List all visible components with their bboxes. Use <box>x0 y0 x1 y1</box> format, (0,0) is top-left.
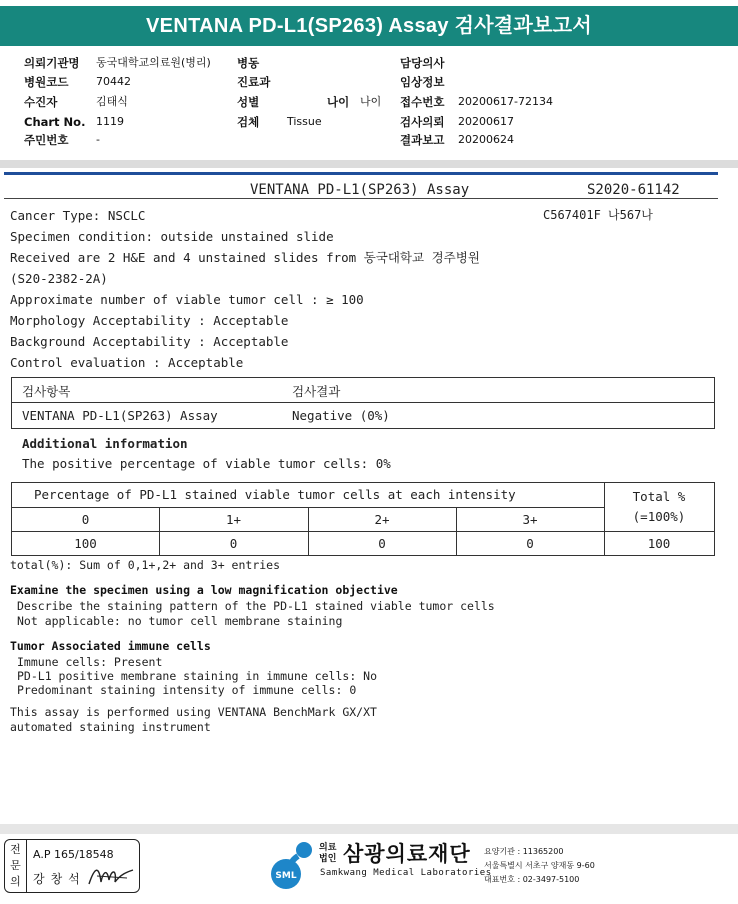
intensity-label: 3+ <box>522 512 538 527</box>
intensity-label: 1+ <box>225 512 242 527</box>
report-title-banner: VENTANA PD-L1(SP263) Assay 검사결과보고서 <box>0 6 738 46</box>
label-accession-no: 접수번호 <box>400 95 445 109</box>
total-note: total(%): Sum of 0,1+,2+ and 3+ entries <box>10 558 281 572</box>
value-request-date: 20200617 <box>458 115 514 128</box>
org-name: 삼광의료재단 <box>343 842 471 866</box>
assay-title: VENTANA PD-L1(SP263) Assay <box>250 182 470 198</box>
section-line: PD-L1 positive membrane staining in immune cells: No <box>17 669 378 683</box>
sml-logo-icon <box>270 838 318 894</box>
org-english-name: Samkwang Medical Laboratories <box>320 868 492 878</box>
total-header-sub: (=100%) <box>632 509 686 524</box>
svg-text:SML: SML <box>275 871 297 881</box>
value-resident-no: - <box>96 133 100 146</box>
org-prefix: 의료 법인 <box>319 843 337 864</box>
label-requesting-institution: 의뢰기관명 <box>24 56 80 70</box>
additional-heading: Additional information <box>22 436 188 451</box>
report-line: Received are 2 H&E and 4 unstained slides from 동국대학교 경주병원 <box>10 250 480 265</box>
license-number: A.P 165/18548 <box>33 848 114 861</box>
report-line: Background Acceptability : Acceptable <box>10 334 289 349</box>
label-clinical-info: 임상정보 <box>400 75 445 89</box>
value-report-date: 20200624 <box>458 133 514 146</box>
label-report-date: 결과보고 <box>400 133 445 147</box>
label-specimen: 검체 <box>237 115 260 129</box>
org-info-line: 요양기관 : 11365200 <box>484 847 564 856</box>
report-number: S2020-61142 <box>587 182 680 198</box>
label-patient: 수진자 <box>24 95 58 109</box>
label-age: 나이 <box>327 95 350 109</box>
intensity-value: 100 <box>74 536 97 551</box>
report-line: Control evaluation : Acceptable <box>10 355 244 370</box>
section-line: Immune cells: Present <box>17 655 163 669</box>
result-test-item: VENTANA PD-L1(SP263) Assay <box>22 408 218 423</box>
label-chart-no: Chart No. <box>24 115 86 129</box>
report-rule <box>4 172 718 175</box>
header-separator <box>0 160 738 168</box>
report-line: Cancer Type: NSCLC <box>10 208 146 223</box>
report-line: Approximate number of viable tumor cell : ≥ 100 <box>10 292 364 307</box>
section-line: Predominant staining intensity of immune cells: 0 <box>17 683 357 697</box>
label-hospital-code: 병원코드 <box>24 75 69 89</box>
result-table-header <box>12 378 714 403</box>
section-line: Not applicable: no tumor cell membrane staining <box>17 614 343 628</box>
section-heading-magnification: Examine the specimen using a low magnification objective <box>10 583 398 597</box>
intensity-caption: Percentage of PD-L1 stained viable tumor cells at each intensity <box>34 487 516 502</box>
value-patient: 김태식 <box>96 95 128 108</box>
title-underline <box>4 198 718 199</box>
header-test-result: 검사결과 <box>292 384 341 399</box>
result-table <box>11 377 715 429</box>
header-test-item: 검사항목 <box>22 384 71 399</box>
label-department: 진료과 <box>237 75 271 89</box>
intensity-value: 0 <box>378 536 386 551</box>
org-info-line: 대표번호 : 02-3497-5100 <box>484 875 580 884</box>
report-line: Morphology Acceptability : Acceptable <box>10 313 289 328</box>
label-resident-no: 주민번호 <box>24 133 69 147</box>
specimen-code: C567401F 나567나 <box>543 208 653 222</box>
additional-text: The positive percentage of viable tumor cells: 0% <box>22 456 391 471</box>
value-age: 나이 <box>360 95 382 108</box>
stamp-label: 전 문 의 <box>5 840 27 892</box>
closing-line: This assay is performed using VENTANA BenchMark GX/XT <box>10 705 377 719</box>
intensity-value: 0 <box>229 536 238 551</box>
closing-line: automated staining instrument <box>10 720 211 734</box>
intensity-value: 0 <box>526 536 534 551</box>
report-line: (S20-2382-2A) <box>10 271 108 286</box>
org-info-line: 서울특별시 서초구 양재동 9-60 <box>484 861 595 870</box>
label-doctor: 담당의사 <box>400 56 445 70</box>
value-requesting-institution: 동국대학교의료원(병리) <box>96 56 211 69</box>
value-chart-no: 1119 <box>96 115 124 128</box>
report-line: Specimen condition: outside unstained slide <box>10 229 334 244</box>
doctor-name: 강창석 <box>33 872 86 886</box>
value-hospital-code: 70442 <box>96 75 131 88</box>
total-value: 100 <box>647 536 671 551</box>
signature-icon <box>87 862 137 890</box>
label-sex: 성별 <box>237 95 260 109</box>
total-header: Total % <box>632 489 686 504</box>
result-value: Negative (0%) <box>292 408 390 423</box>
label-ward: 병동 <box>237 56 260 70</box>
section-line: Describe the staining pattern of the PD-L1 stained viable tumor cells <box>17 599 495 613</box>
value-accession-no: 20200617-72134 <box>458 95 553 108</box>
pathologist-stamp <box>4 839 140 893</box>
value-specimen: Tissue <box>287 115 322 128</box>
section-heading-immune-cells: Tumor Associated immune cells <box>10 639 211 653</box>
label-request-date: 검사의뢰 <box>400 115 445 129</box>
intensity-label: 0 <box>81 512 90 527</box>
footer-separator <box>0 824 738 834</box>
intensity-table <box>11 482 715 556</box>
intensity-label: 2+ <box>374 512 390 527</box>
